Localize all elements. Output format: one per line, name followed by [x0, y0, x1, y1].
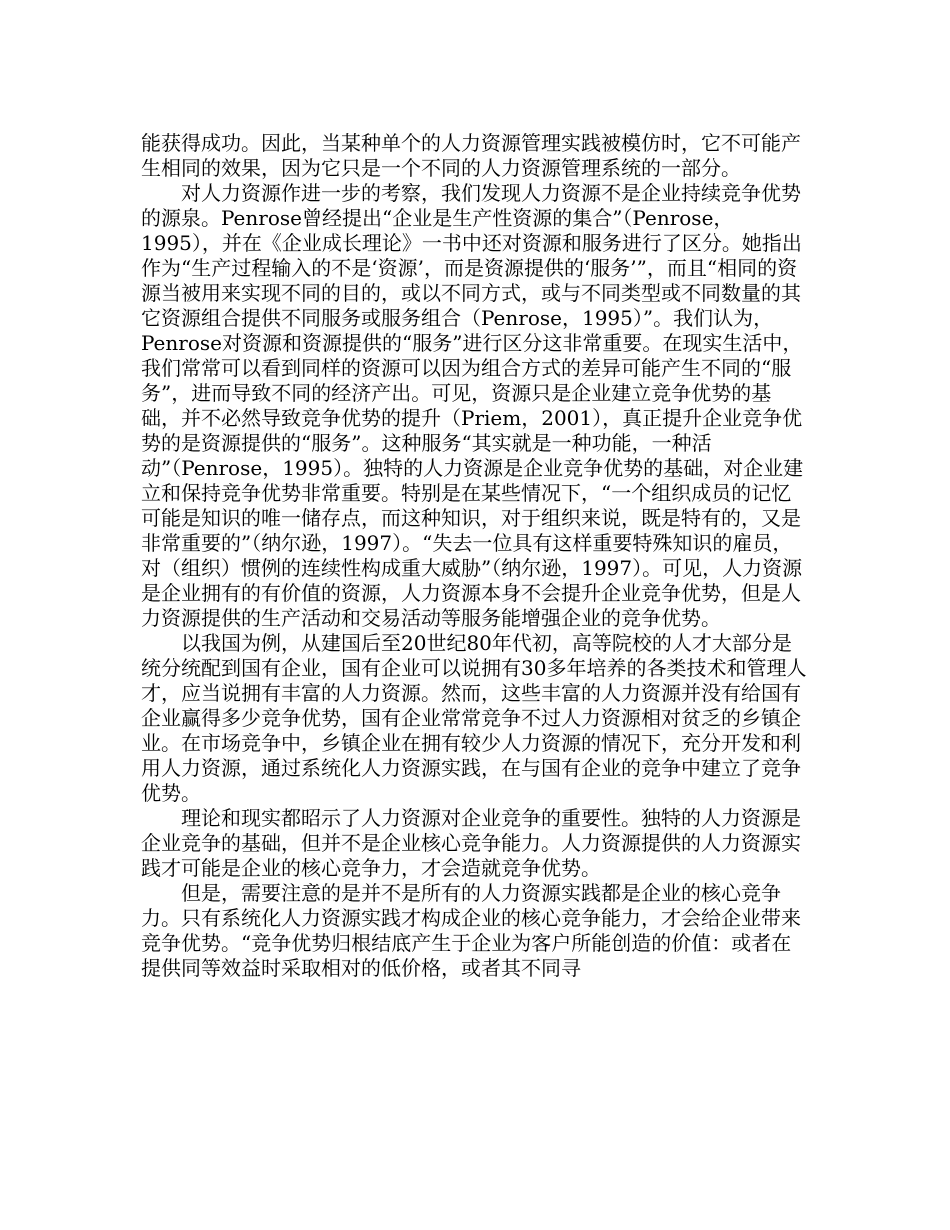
- paragraph-1: 能获得成功。因此，当某种单个的人力资源管理实践被模仿时，它不可能产生相同的效果，因为它只是一个不同的人力资源管理系统的一部分。: [141, 131, 801, 180]
- document-page: [141, 131, 811, 981]
- paragraph-4: 理论和现实都昭示了人力资源对企业竞争的重要性。独特的人力资源是企业竞争的基础，但并不是企业核心竞争能力。人力资源提供的人力资源实践才可能是企业的核心竞争力，才会造就竞争优势。: [141, 806, 801, 880]
- paragraph-3: 以我国为例，从建国后至20世纪80年代初，高等院校的人才大部分是统分统配到国有企业，国有企业可以说拥有30多年培养的各类技术和管理人才，应当说拥有丰富的人力资源。然而，这些丰富的人力资源并没有给国有企业赢得多少竞争优势，国有企业常常竞争不过人力资源相对贫乏的乡镇企业。在市场竞争中，乡镇企业在拥有较少人力资源的情况下，充分开发和利用人力资源，通过系统化人力资源实践，在与国有企业的竞争中建立了竞争优势。: [141, 631, 807, 805]
- paragraph-2: 对人力资源作进一步的考察，我们发现人力资源不是企业持续竞争优势的源泉。Penrose曾经提出“企业是生产性资源的集合”（Penrose，1995），并在《企业成长理论》一书中还对资源和服务进行了区分。她指出作为“生产过程输入的不是‘资源’，而是资源提供的‘服务’”，而且“相同的资源当被用来实现不同的目的，或以不同方式，或与不同类型或不同数量的其它资源组合提供不同服务或服务组合（Penrose，1995）”。我们认为，Penrose对资源和资源提供的“服务”进行区分这非常重要。在现实生活中，我们常常可以看到同样的资源可以因为组合方式的差异可能产生不同的“服务”，进而导致不同的经济产出。可见，资源只是企业建立竞争优势的基础，并不必然导致竞争优势的提升（Priem，2001），真正提升企业竞争优势的是资源提供的“服务”。这种服务“其实就是一种功能，一种活动”（Penrose，1995）。独特的人力资源是企业竞争优势的基础，对企业建立和保持竞争优势非常重要。特别是在某些情况下，“一个组织成员的记忆可能是知识的唯一储存点，而这种知识，对于组织来说，既是特有的，又是非常重要的”（纳尔逊，1997）。“失去一位具有这样重要特殊知识的雇员，对（组织）惯例的连续性构成重大威胁”（纳尔逊，1997）。可见，人力资源是企业拥有的有价值的资源，人力资源本身不会提升企业竞争优势，但是人力资源提供的生产活动和交易活动等服务能增强企业的竞争优势。: [141, 181, 804, 630]
- paragraph-5: 但是，需要注意的是并不是所有的人力资源实践都是企业的核心竞争力。只有系统化人力资源实践才构成企业的核心竞争能力，才会给企业带来竞争优势。“竞争优势归根结底产生于企业为客户所能创造的价值：或者在提供同等效益时采取相对的低价格，或者其不同寻: [141, 881, 801, 980]
